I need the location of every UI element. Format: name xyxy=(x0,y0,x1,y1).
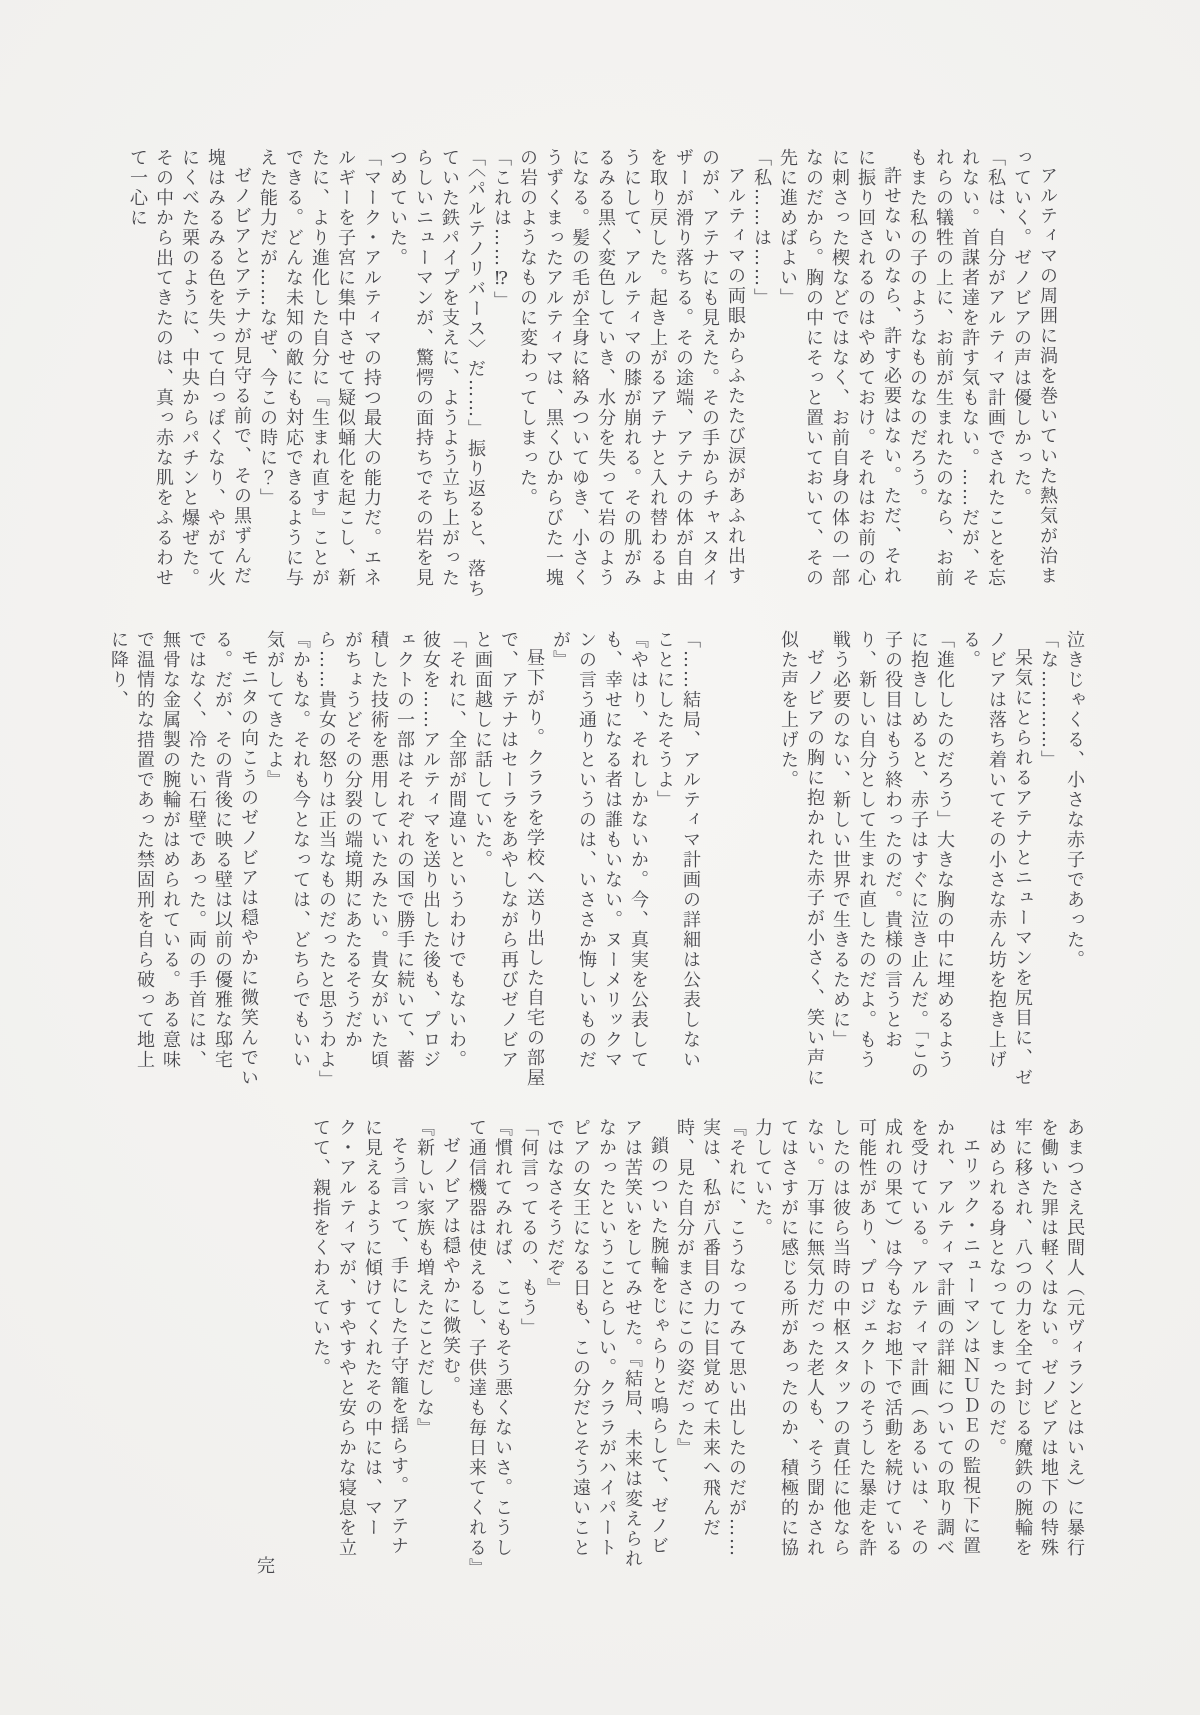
paragraph-narration: ゼノビアは穏やかに微笑む。 xyxy=(440,1136,461,1396)
paragraph-narration: あまつさえ民間人（元ヴィランとはいえ）に暴行を働いた罪は軽くはない。ゼノビアは地下の特殊牢に移され、八つの力を全て封じる魔鉄の腕輪をはめられる身となってしまったのだ。 xyxy=(986,1118,1085,1558)
paragraph-dialogue: 「な…………」 xyxy=(1038,630,1059,770)
paragraph-dialogue: 「マーク・アルティマの持つ最大の能力だ。エネルギーを子宮に集中させて疑似蛹化を起こし、新たに、より進化した自分に『生まれ直す』ことができる。どんな未知の敵にも対応できるように与えた能力だが……なぜ、今この時に？」 xyxy=(257,148,382,588)
paragraph-narration: 泣きじゃくる、小さな赤子であった。 xyxy=(1064,630,1085,970)
paragraph-narration: 呆気にとられるアテナとニューマンを尻目に、ゼノビアは落ち着いてその小さな赤ん坊を抱き上げる。 xyxy=(960,630,1033,1088)
paragraph-narration: モニタの向こうのゼノビアは穏やかに微笑んでいる。だが、その背後に映る壁は以前の優雅な邸宅ではなく、冷たい石壁であった。両の手首には、無骨な金属製の腕輪がはめられている。ある意味で温情的な措置であった禁固刑を自ら破って地上に降り、 xyxy=(108,630,259,1088)
paragraph-narration: エリック・ニューマンはＮＵＤＥの監視下に置かれ、アルティマ計画の詳細についての取り調べを受けている。アルティマ計画（あるいは、その成れの果て）は今もなお地下で活動を続けている可能性があり、プロジェクトのそうした暴走を許したのは彼ら当時の中枢スタッフの責任に他ならない。万事に無気力だった老人も、そう聞かされてはさすがに感じる所があったのか、積極的に協力していた。 xyxy=(752,1118,981,1558)
paragraph-dialogue: 許せないのなら、許す必要はない。ただ、それに振り回されるのはやめておけ。それはお前の心に刺さった楔などではなく、お前自身の体の一部なのだから。胸の中にそっと置いておいて、その先に進めばよい」 xyxy=(777,148,902,588)
paragraph-dialogue: 「これは……⁉」 xyxy=(491,148,512,311)
text-band-middle xyxy=(105,630,1087,1088)
paragraph-narration: そう言って、手にした子守籠を揺らす。アテナに見えるように傾けてくれたその中には、マーク・アルティマが、すやすやと安らかな寝息を立てて、親指をくわえていた。 xyxy=(310,1118,409,1558)
paragraph-narration: 鎖のついた腕輪をじゃらりと鳴らして、ゼノビアは苦笑いをしてみせた。『結局、未来は変えられなかったということらしい。クララがハイパートピアの女王になる日も、この分だとそう遠いことではなさそうだぞ』 xyxy=(544,1118,669,1569)
paragraph-dialogue: 「〈パルテノリバース〉だ……」振り返ると、落ちていた鉄パイプを支えに、ようよう立ち上がったらしいニューマンが、驚愕の面持ちでその岩を見つめていた。 xyxy=(387,148,486,599)
paragraph-dialogue: 「進化したのだろう」大きな胸の中に埋めるように抱きしめると、赤子はすぐに泣き止んだ。「この子の役目はもう終わったのだ。貴様の言うとおり、新しい自分として生まれ直したのだよ。もう戦う必要のない、新しい世界で生きるために」 xyxy=(830,630,955,1081)
paragraph-narration: アルティマの両眼からふたたび涙があふれ出すのが、アテナにも見えた。その手からチャスタイザーが滑り落ちる。その途端、アテナの体が自由を取り戻した。起き上がるアテナと入れ替わるようにして、アルティマの膝が崩れる。その肌がみるみる黒く変色していき、水分を失って岩のようになる。髪の毛が全身に絡みついてゆき、小さくうずくまったアルティマは、黒くひからびた一塊の岩のようなものに変わってしまった。 xyxy=(517,148,746,588)
paragraph-narration: 昼下がり。クララを学校へ送り出した自宅の部屋で、アテナはセーラをあやしながら再びゼノビアと画面越しに話していた。 xyxy=(472,630,545,1088)
paragraph-dialogue: 「私……は……」 xyxy=(751,148,772,308)
paragraph-dialogue: 『やはり、それしかないか。今、真実を公表しても、幸せになる者は誰もいない。ヌーメリックマンの言う通りというのは、いささか悔しいものだが』 xyxy=(550,630,649,1070)
paragraph-dialogue: 「それに、全部が間違いというわけでもないわ。彼女を……アルティマを送り出した後も、プロジェクトの一部はそれぞれの国で勝手に続いて、蓄積した技術を悪用していたみたい。貴女がいた頃がちょうどその分裂の端境期にあたるそうだから……貴女の怒りは正当なものだったと思うわよ」 xyxy=(316,630,467,1090)
paragraph-narration: ゼノビアとアテナが見守る前で、その黒ずんだ塊はみるみる色を失って白っぽくなり、やがて火にくべた栗のように、中央からパチンと爆ぜた。その中から出てきたのは、真っ赤な肌をふるわせて一心に xyxy=(127,148,252,588)
paragraph-dialogue: 「何言ってるの、もう」 xyxy=(518,1118,539,1338)
text-band-top xyxy=(124,148,1060,604)
paragraph-dialogue: 『慣れてみれば、ここもそう悪くないさ。こうして通信機器は使えるし、子供達も毎日来てくれる』 xyxy=(466,1118,513,1578)
paragraph-dialogue: 『かもな。それも今となっては、どちらでもいい気がしてきたよ』 xyxy=(264,630,311,1070)
end-mark: 完 xyxy=(254,1556,275,1574)
paragraph-narration: アルティマの周囲に渦を巻いていた熱気が治まっていく。ゼノビアの声は優しかった。 xyxy=(1011,148,1058,586)
paragraph-dialogue: 「私は、自分がアルティマ計画でされたことを忘れない。首謀者達を許す気もない。……だが、それらの犠牲の上に、お前が生まれたのなら、お前もまた私の子のようなものなのだろう。 xyxy=(907,148,1006,588)
paragraph-dialogue: 『新しい家族も増えたことだしな』 xyxy=(414,1118,435,1438)
scene-break xyxy=(703,630,775,638)
paragraph-narration: ゼノビアの胸に抱かれた赤子が小さく、笑い声に似た声を上げた。 xyxy=(778,630,825,1088)
text-band-bottom xyxy=(251,1118,1087,1578)
paragraph-dialogue: 『それに、こうなってみて思い出したのだが……実は、私が八番目の力に目覚めて未来へ飛んだ時、見た自分がまさにこの姿だった』 xyxy=(674,1118,747,1558)
paragraph-dialogue: 「……結局、アルティマ計画の詳細は公表しないことにしたそうよ」 xyxy=(654,630,701,1070)
